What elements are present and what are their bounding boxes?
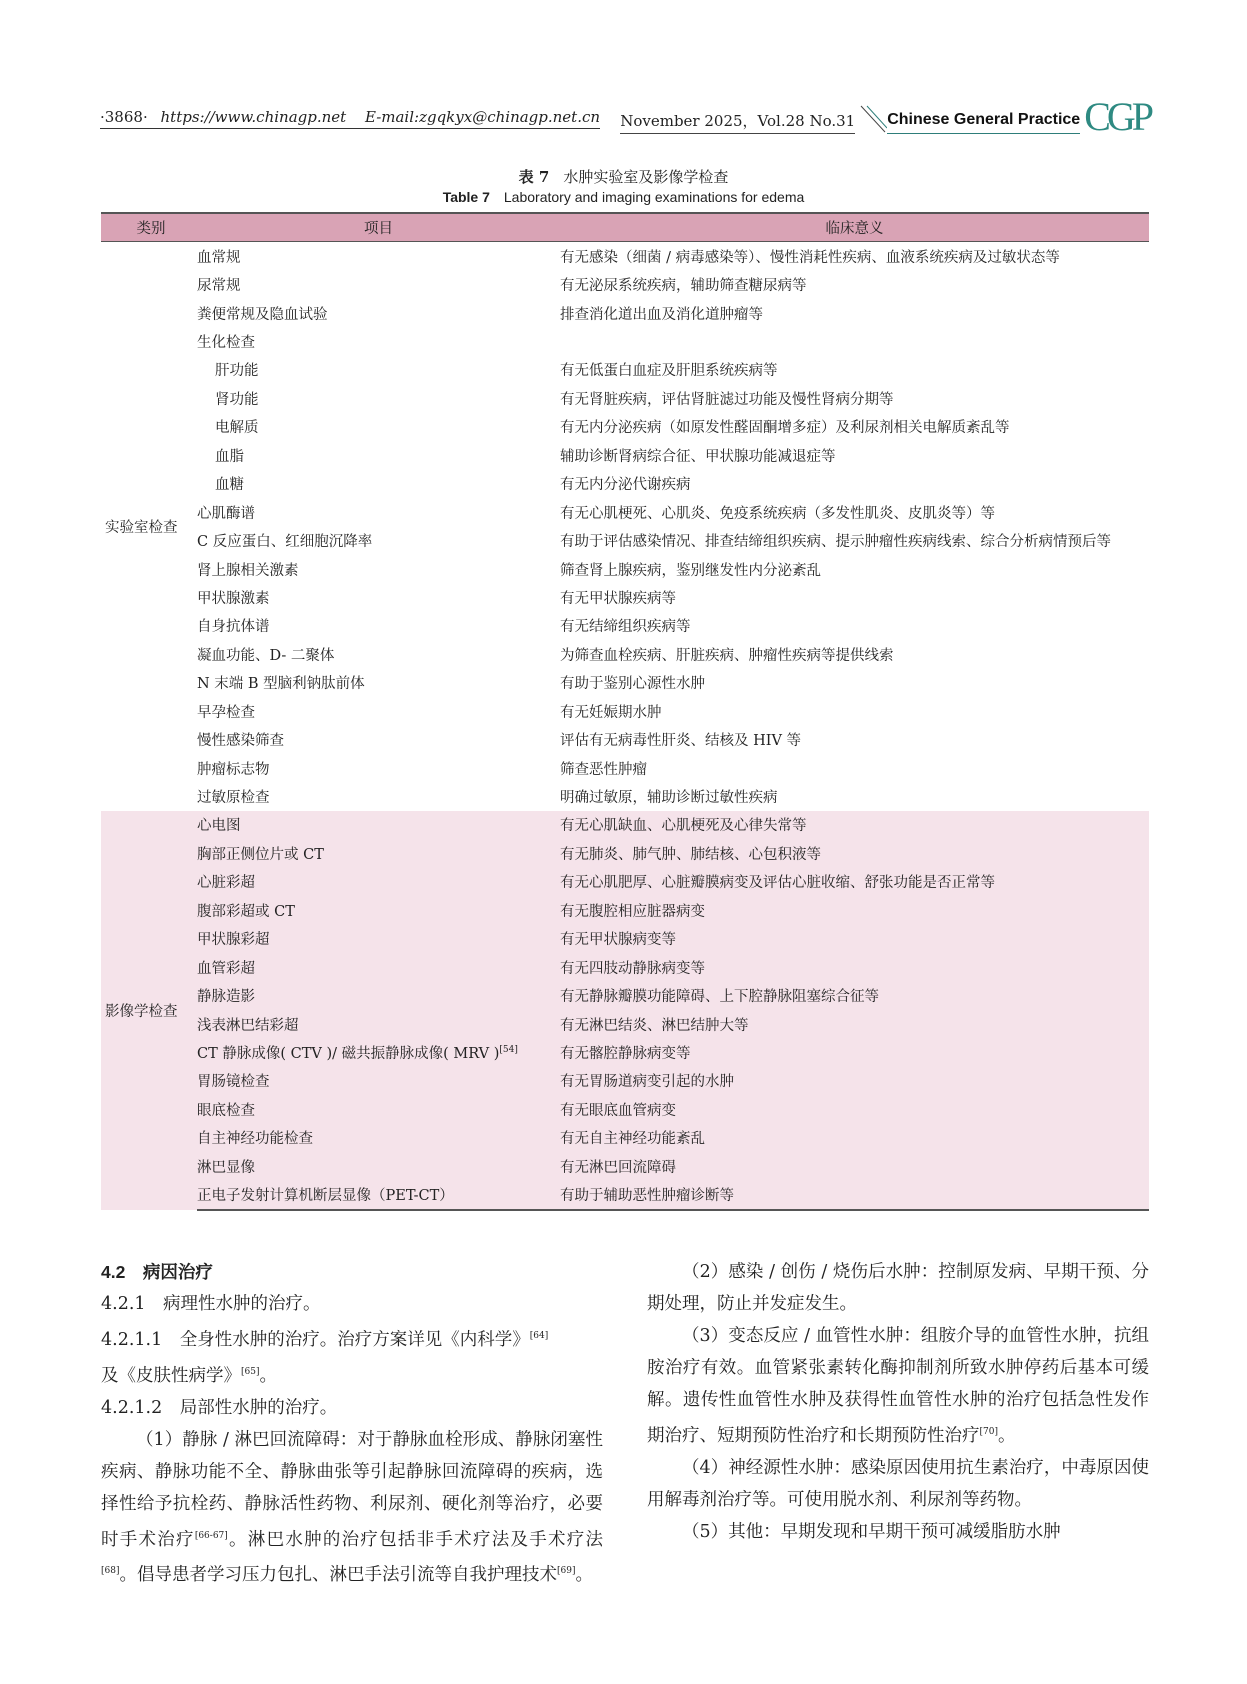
table-row bbox=[101, 868, 1149, 896]
subsection-4-2-1: 4.2.1 病理性水肿的治疗。 bbox=[101, 1294, 321, 1314]
page-number: ·3868· bbox=[100, 108, 148, 126]
table-row bbox=[101, 896, 1149, 924]
item-text: 胃肠镜检查 bbox=[197, 1074, 270, 1091]
paragraph-venous-lymph bbox=[101, 1424, 603, 1592]
item-cell bbox=[197, 811, 560, 839]
item-cell bbox=[197, 925, 560, 953]
table-caption-cn bbox=[0, 166, 1247, 187]
header-category: 类别 bbox=[101, 213, 197, 242]
table-label-cn: 表 7 bbox=[518, 168, 550, 186]
table-row bbox=[101, 1152, 1149, 1180]
text: 。 bbox=[997, 1425, 1016, 1446]
table-row bbox=[101, 1124, 1149, 1152]
meaning-cell: 有无胃肠道病变引起的水肿 bbox=[560, 1067, 1149, 1095]
text: 4.2.1.1 全身性水肿的治疗。治疗方案详见《内科学》 bbox=[101, 1329, 530, 1350]
paragraph-other: （5）其他：早期发现和早期干预可减缓脂肪水肿 bbox=[682, 1521, 1061, 1542]
item-cell bbox=[197, 441, 560, 469]
item-text: 血管彩超 bbox=[197, 960, 255, 977]
item-text: 过敏原检查 bbox=[197, 790, 270, 807]
item-cell bbox=[197, 384, 560, 412]
item-text: 尿常规 bbox=[197, 278, 241, 295]
table-row bbox=[101, 356, 1149, 384]
meaning-cell: 有无腹腔相应脏器病变 bbox=[560, 896, 1149, 924]
citation[interactable]: [69] bbox=[556, 1566, 576, 1577]
meaning-cell: 有无眼底血管病变 bbox=[560, 1095, 1149, 1123]
citation[interactable]: [65] bbox=[241, 1366, 260, 1377]
paragraph-allergic bbox=[647, 1320, 1149, 1452]
item-cell bbox=[197, 470, 560, 498]
table-row bbox=[101, 270, 1149, 298]
header-divider-icon bbox=[859, 104, 887, 134]
meaning-cell: 有无自主神经功能紊乱 bbox=[560, 1124, 1149, 1152]
meaning-cell: 辅助诊断肾病综合征、甲状腺功能减退症等 bbox=[560, 448, 836, 465]
header-right bbox=[620, 94, 1150, 139]
section-heading-4-2: 4.2 病因治疗 bbox=[101, 1262, 213, 1282]
item-text: 腹部彩超或 CT bbox=[197, 903, 295, 920]
item-text: 自身抗体谱 bbox=[197, 619, 270, 636]
item-text: 淋巴显像 bbox=[197, 1159, 255, 1176]
item-text: 正电子发射计算机断层显像（PET-CT） bbox=[197, 1188, 454, 1205]
item-cell bbox=[197, 669, 560, 697]
journal-logo: CGP bbox=[1084, 94, 1150, 139]
item-cell bbox=[197, 299, 560, 327]
item-text: 肝功能 bbox=[215, 363, 259, 380]
meaning-cell: 有无感染（细菌 / 病毒感染等）、慢性消耗性疾病、血液系统疾病及过敏状态等 bbox=[560, 249, 1060, 266]
meaning-cell: 有无静脉瓣膜功能障碍、上下腔静脉阻塞综合征等 bbox=[560, 981, 1149, 1009]
table-row bbox=[101, 697, 1149, 725]
header-meaning: 临床意义 bbox=[560, 213, 1149, 242]
meaning-cell: 筛查肾上腺疾病，鉴别继发性内分泌紊乱 bbox=[560, 562, 821, 579]
meaning-cell: 有无心肌缺血、心肌梗死及心律失常等 bbox=[560, 811, 1149, 839]
table-row bbox=[101, 782, 1149, 810]
table-row bbox=[101, 327, 1149, 355]
imaging-group bbox=[101, 811, 1149, 1210]
meaning-cell: 有无低蛋白血症及肝胆系统疾病等 bbox=[560, 363, 778, 380]
table-row bbox=[101, 526, 1149, 554]
item-cell bbox=[197, 356, 560, 384]
item-cell bbox=[197, 1180, 560, 1209]
table-row bbox=[101, 1067, 1149, 1095]
meaning-cell: 有无结缔组织疾病等 bbox=[560, 619, 691, 636]
item-cell bbox=[197, 640, 560, 668]
item-cell bbox=[197, 413, 560, 441]
journal-name: Chinese General Practice bbox=[887, 111, 1080, 134]
table-row bbox=[101, 242, 1149, 271]
table-row bbox=[101, 811, 1149, 839]
item-text: 早孕检查 bbox=[197, 704, 255, 721]
table-caption-en bbox=[0, 189, 1247, 205]
item-cell bbox=[197, 953, 560, 981]
meaning-cell: 筛查恶性肿瘤 bbox=[560, 761, 647, 778]
subsection-4-2-1-1 bbox=[101, 1320, 603, 1392]
item-text: 生化检查 bbox=[197, 335, 255, 352]
item-cell bbox=[197, 555, 560, 583]
table-title-en: Laboratory and imaging examinations for edema bbox=[503, 189, 805, 205]
paragraph-infection: （2）感染 / 创伤 / 烧伤后水肿：控制原发病、早期干预、分期处理，防止并发症发生。 bbox=[647, 1262, 1149, 1314]
table-row bbox=[101, 1180, 1149, 1209]
item-cell bbox=[197, 526, 560, 554]
meaning-cell: 为筛查血栓疾病、肝脏疾病、肿瘤性疾病等提供线索 bbox=[560, 647, 894, 664]
item-text: 浅表淋巴结彩超 bbox=[197, 1017, 299, 1034]
item-cell bbox=[197, 1152, 560, 1180]
meaning-cell: 有助于辅助恶性肿瘤诊断等 bbox=[560, 1180, 1149, 1209]
meaning-cell: 有无心肌梗死、心肌炎、免疫系统疾病（多发性肌炎、皮肌炎等）等 bbox=[560, 505, 995, 522]
citation[interactable]: [68] bbox=[101, 1566, 120, 1577]
text: 。倡导患者学习压力包扎、淋巴手法引流等自我护理技术 bbox=[119, 1565, 557, 1586]
subsection-4-2-1-2: 4.2.1.2 局部性水肿的治疗。 bbox=[101, 1397, 338, 1418]
table-row bbox=[101, 953, 1149, 981]
meaning-cell: 明确过敏原，辅助诊断过敏性疾病 bbox=[560, 790, 778, 807]
item-cell bbox=[197, 1124, 560, 1152]
item-cell bbox=[197, 981, 560, 1009]
table-title-cn: 水肿实验室及影像学检查 bbox=[563, 168, 729, 186]
table-row bbox=[101, 413, 1149, 441]
item-cell bbox=[197, 1038, 560, 1066]
paragraph-neurogenic: （4）神经源性水肿：感染原因使用抗生素治疗，中毒原因使用解毒剂治疗等。可使用脱水剂、利尿剂等药物。 bbox=[647, 1457, 1149, 1510]
item-text: 甲状腺激素 bbox=[197, 590, 270, 607]
item-cell bbox=[197, 242, 560, 271]
table-label-en: Table 7 bbox=[442, 189, 490, 205]
left-column bbox=[101, 1256, 603, 1591]
table-row bbox=[101, 1095, 1149, 1123]
table-row bbox=[101, 981, 1149, 1009]
item-cell bbox=[197, 896, 560, 924]
meaning-cell: 有无内分泌疾病（如原发性醛固酮增多症）及利尿剂相关电解质紊乱等 bbox=[560, 420, 1010, 437]
meaning-cell: 有无泌尿系统疾病，辅助筛查糖尿病等 bbox=[560, 278, 807, 295]
item-text: 心肌酶谱 bbox=[197, 505, 255, 522]
table-row bbox=[101, 1038, 1149, 1066]
table-row bbox=[101, 384, 1149, 412]
item-text: 心脏彩超 bbox=[197, 875, 255, 892]
table-row bbox=[101, 925, 1149, 953]
item-text: CT 静脉成像( CTV )/ 磁共振静脉成像( MRV ) bbox=[197, 1045, 500, 1062]
item-text: 电解质 bbox=[215, 420, 259, 437]
item-text: 心电图 bbox=[197, 818, 241, 835]
item-cell bbox=[197, 839, 560, 867]
item-text: 血常规 bbox=[197, 249, 241, 266]
table-row bbox=[101, 498, 1149, 526]
table-row bbox=[101, 612, 1149, 640]
right-column bbox=[647, 1256, 1149, 1548]
item-text: 肾上腺相关激素 bbox=[197, 562, 299, 579]
text: 。 bbox=[259, 1365, 277, 1386]
meaning-cell: 有无淋巴回流障碍 bbox=[560, 1152, 1149, 1180]
meaning-cell: 有无肾脏疾病，评估肾脏滤过功能及慢性肾病分期等 bbox=[560, 391, 894, 408]
item-cell bbox=[197, 782, 560, 810]
meaning-cell: 有无心肌肥厚、心脏瓣膜病变及评估心脏收缩、舒张功能是否正常等 bbox=[560, 868, 1149, 896]
table-row bbox=[101, 470, 1149, 498]
meaning-cell: 评估有无病毒性肝炎、结核及 HIV 等 bbox=[560, 733, 802, 750]
journal-email[interactable]: E-mail:zgqkyx@chinagp.net.cn bbox=[364, 108, 601, 126]
meaning-cell: 有无髂腔静脉病变等 bbox=[560, 1038, 1149, 1066]
citation[interactable]: [70] bbox=[979, 1427, 998, 1437]
meaning-cell bbox=[560, 327, 1149, 355]
item-cell bbox=[197, 498, 560, 526]
item-text: 自主神经功能检查 bbox=[197, 1131, 313, 1148]
meaning-cell: 有无甲状腺病变等 bbox=[560, 925, 1149, 953]
item-cell bbox=[197, 697, 560, 725]
lab-group bbox=[101, 242, 1149, 811]
item-cell bbox=[197, 327, 560, 355]
category-cell: 影像学检查 bbox=[101, 811, 197, 1210]
item-text: 甲状腺彩超 bbox=[197, 932, 270, 949]
item-text: 慢性感染筛查 bbox=[197, 733, 284, 750]
text: 。 bbox=[575, 1565, 593, 1586]
table-row bbox=[101, 299, 1149, 327]
journal-url[interactable]: https://www.chinagp.net bbox=[160, 108, 347, 126]
text: （3）变态反应 / 血管性水肿：组胺介导的血管性水肿，抗组胺治疗有效。血管紧张素转化酶抑制剂所致水肿停药后基本可缓解。遗传性血管性水肿及获得性血管性水肿的治疗包括急性发作期治疗、短期预防性治疗和长期预防性治疗 bbox=[647, 1326, 1149, 1446]
item-text: 肿瘤标志物 bbox=[197, 761, 270, 778]
table-row bbox=[101, 640, 1149, 668]
citation[interactable]: [54] bbox=[499, 1045, 518, 1056]
citation[interactable]: [64] bbox=[529, 1331, 549, 1341]
item-cell bbox=[197, 270, 560, 298]
item-text: 眼底检查 bbox=[197, 1102, 255, 1119]
item-text: 血糖 bbox=[215, 477, 244, 494]
table-header-row bbox=[101, 213, 1149, 242]
category-cell: 实验室检查 bbox=[105, 519, 178, 536]
meaning-cell: 有助于鉴别心源性水肿 bbox=[560, 676, 705, 693]
item-cell bbox=[197, 725, 560, 753]
text: 及《皮肤性病学》 bbox=[101, 1365, 241, 1386]
item-cell bbox=[197, 754, 560, 782]
meaning-cell: 有无四肢动静脉病变等 bbox=[560, 953, 1149, 981]
item-text: 凝血功能、D- 二聚体 bbox=[197, 647, 335, 664]
meaning-cell: 有无肺炎、肺气肿、肺结核、心包积液等 bbox=[560, 839, 1149, 867]
text: 。淋巴水肿的治疗包括非手术疗法及手术疗法 bbox=[227, 1529, 604, 1550]
item-text: N 末端 B 型脑利钠肽前体 bbox=[197, 676, 365, 693]
citation[interactable]: [66-67] bbox=[194, 1530, 228, 1541]
edema-exam-table bbox=[101, 212, 1149, 1211]
meaning-cell: 有助于评估感染情况、排查结缔组织疾病、提示肿瘤性疾病线索、综合分析病情预后等 bbox=[560, 534, 1111, 551]
header-left bbox=[100, 108, 600, 129]
item-text: 血脂 bbox=[215, 448, 244, 465]
table-row bbox=[101, 555, 1149, 583]
item-text: 肾功能 bbox=[215, 391, 259, 408]
item-cell bbox=[197, 583, 560, 611]
item-cell bbox=[197, 868, 560, 896]
item-cell bbox=[197, 1010, 560, 1038]
item-cell bbox=[197, 1067, 560, 1095]
table-row bbox=[101, 754, 1149, 782]
item-text: C 反应蛋白、红细胞沉降率 bbox=[197, 534, 373, 551]
table-row bbox=[101, 669, 1149, 697]
table-row bbox=[101, 1010, 1149, 1038]
item-cell bbox=[197, 1095, 560, 1123]
meaning-cell: 有无内分泌代谢疾病 bbox=[560, 477, 691, 494]
item-cell bbox=[197, 612, 560, 640]
meaning-cell: 有无淋巴结炎、淋巴结肿大等 bbox=[560, 1010, 1149, 1038]
meaning-cell: 有无甲状腺疾病等 bbox=[560, 590, 676, 607]
item-text: 静脉造影 bbox=[197, 989, 255, 1006]
meaning-cell: 有无妊娠期水肿 bbox=[560, 704, 662, 721]
issue-info: November 2025，Vol.28 No.31 bbox=[620, 110, 855, 134]
table-row bbox=[101, 839, 1149, 867]
meaning-cell: 排查消化道出血及消化道肿瘤等 bbox=[560, 306, 763, 323]
table-row bbox=[101, 583, 1149, 611]
header-item: 项目 bbox=[197, 213, 560, 242]
table-row bbox=[101, 725, 1149, 753]
page-header bbox=[100, 94, 1150, 139]
item-text: 粪便常规及隐血试验 bbox=[197, 306, 328, 323]
item-text: 胸部正侧位片或 CT bbox=[197, 846, 324, 863]
table-row bbox=[101, 441, 1149, 469]
text: （1）静脉 / 淋巴回流障碍：对于静脉血栓形成、静脉闭塞性疾病、静脉功能不全、静脉曲张等引起静脉回流障碍的疾病，选择性给予抗栓药、静脉活性药物、利尿剂、硬化剂等治疗，必要时手术治疗 bbox=[101, 1429, 603, 1550]
